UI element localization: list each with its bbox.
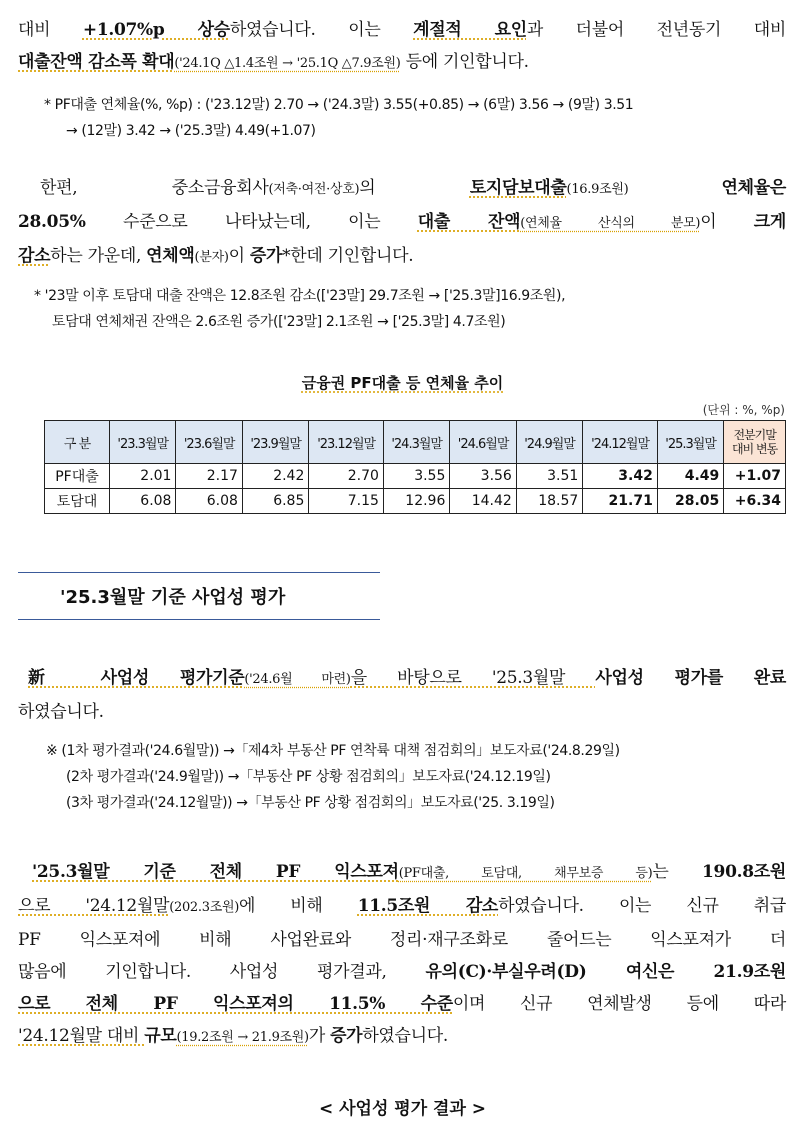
land-loan-line-2: 28.05% 수준으로 나타났는데, 이는 대출 잔액(연체율 산식의 분모)이 크게 <box>18 212 786 232</box>
table-cell: 4.49 <box>657 464 723 489</box>
section-heading-text: '25.3월말 기준 사업성 평가 <box>60 587 286 608</box>
reference-note <box>46 738 786 816</box>
table-header-cell: '25.3월말 <box>657 421 723 464</box>
pf-rate-note <box>44 92 786 144</box>
intro-paragraph <box>18 14 786 80</box>
table-header-cell: '23.6월말 <box>176 421 242 464</box>
table-cell: 2.70 <box>309 464 384 489</box>
row-label: 토담대 <box>45 489 110 514</box>
table-cell: 2.17 <box>176 464 242 489</box>
evaluation-intro-line-2: 하였습니다. <box>18 702 104 722</box>
table-header-cell: '24.12월말 <box>583 421 658 464</box>
table-header-cell: '24.9월말 <box>516 421 582 464</box>
table-row <box>45 489 786 514</box>
reference-note-line-1: ※ (1차 평가결과('24.6월말)) →「제4차 부동산 PF 연착륙 대책 점검회의」보도자료('24.8.29일) <box>46 743 620 759</box>
exposure-line-3: PF 익스포져에 비해 사업완료와 정리·재구조화로 줄어드는 익스포져가 더 <box>18 930 786 950</box>
table-change-cell: +6.34 <box>724 489 786 514</box>
change-header-line-1: 전분기말 <box>733 428 776 442</box>
table-cell: 3.55 <box>383 464 449 489</box>
table-header-cell: '23.9월말 <box>242 421 308 464</box>
table-cell: 21.71 <box>583 489 658 514</box>
table-change-cell: +1.07 <box>724 464 786 489</box>
reference-note-line-3: (3차 평가결과('24.12월말)) →「부동산 PF 상황 점검회의」보도자료('25. 3.19일) <box>66 795 555 811</box>
exposure-paragraph <box>18 856 786 1054</box>
table-title: 금융권 PF대출 등 연체율 추이 <box>301 374 504 392</box>
intro-line-2: 대출잔액 감소폭 확대('24.1Q △1.4조원 → '25.1Q △7.9조원) 등에 기인합니다. <box>18 52 529 72</box>
result-heading: < 사업성 평가 결과 > <box>318 1099 487 1119</box>
land-loan-line-1: 한편, 중소금융회사(저축·여전·상호)의 토지담보대출(16.9조원) 연체율은 <box>40 178 786 198</box>
table-cell: 2.01 <box>110 464 176 489</box>
reference-note-line-2: (2차 평가결과('24.9월말)) →「부동산 PF 상황 점검회의」보도자료('24.12.19일) <box>66 769 551 785</box>
evaluation-intro-line-1: 新 사업성 평가기준('24.6월 마련)을 바탕으로 '25.3월말 사업성 평가를 완료 <box>28 668 786 688</box>
exposure-line-2: 으로 '24.12월말(202.3조원)에 비해 11.5조원 감소하였습니다. 이는 신규 취급 <box>18 896 787 916</box>
table-cell: 3.56 <box>450 464 516 489</box>
table-cell: 14.42 <box>450 489 516 514</box>
delinquency-table <box>44 420 786 514</box>
table-cell: 3.42 <box>583 464 658 489</box>
exposure-line-1: '25.3월말 기준 전체 PF 익스포져(PF대출, 토담대, 채무보증 등)는 190.8조원 <box>32 862 787 882</box>
land-loan-note <box>34 283 786 335</box>
exposure-line-6: '24.12월말 대비 규모(19.2조원 → 21.9조원)가 증가하였습니다. <box>18 1026 449 1046</box>
table-cell: 6.85 <box>242 489 308 514</box>
table-header-cell: '23.12월말 <box>309 421 384 464</box>
intro-line-1: 대비 +1.07%p 상승하였습니다. 이는 계절적 요인과 더불어 전년동기 대비 <box>18 20 786 40</box>
table-corner-cell: 구 분 <box>45 421 110 464</box>
table-cell: 7.15 <box>309 489 384 514</box>
pf-rate-note-line-2: → (12말) 3.42 → ('25.3말) 4.49(+1.07) <box>66 123 316 139</box>
table-header-row <box>45 421 786 464</box>
table-cell: 28.05 <box>657 489 723 514</box>
change-header-line-2: 대비 변동 <box>732 442 778 456</box>
exposure-line-5: 으로 전체 PF 익스포져의 11.5% 수준이며 신규 연체발생 등에 따라 <box>18 994 786 1014</box>
exposure-line-4: 많음에 기인합니다. 사업성 평가결과, 유의(C)·부실우려(D) 여신은 21.9조원 <box>18 962 786 982</box>
land-loan-paragraph <box>18 172 786 274</box>
pf-rate-note-line-1: * PF대출 연체율(%, %p) : ('23.12말) 2.70 → ('24.3말) 3.55(+0.85) → (6말) 3.56 → (9말) 3.51 <box>44 97 634 113</box>
row-label: PF대출 <box>45 464 110 489</box>
table-unit: (단위 : %, %p) <box>702 403 785 417</box>
section-heading <box>18 572 380 620</box>
table-cell: 2.42 <box>242 464 308 489</box>
land-loan-note-line-1: * '23말 이후 토담대 대출 잔액은 12.8조원 감소(['23말] 29.7조원 → ['25.3말]16.9조원), <box>34 288 566 304</box>
table-cell: 3.51 <box>516 464 582 489</box>
land-loan-line-3: 감소하는 가운데, 연체액(분자)이 증가*한데 기인합니다. <box>18 246 414 266</box>
evaluation-intro-paragraph <box>18 662 786 728</box>
table-cell: 12.96 <box>383 489 449 514</box>
table-header-cell: '24.3월말 <box>383 421 449 464</box>
table-cell: 6.08 <box>176 489 242 514</box>
table-header-cell: '23.3월말 <box>110 421 176 464</box>
table-cell: 6.08 <box>110 489 176 514</box>
table-change-header <box>724 421 786 464</box>
table-header-cell: '24.6월말 <box>450 421 516 464</box>
table-cell: 18.57 <box>516 489 582 514</box>
table-row <box>45 464 786 489</box>
land-loan-note-line-2: 토담대 연체채권 잔액은 2.6조원 증가(['23말] 2.1조원 → ['25.3말] 4.7조원) <box>52 314 506 330</box>
